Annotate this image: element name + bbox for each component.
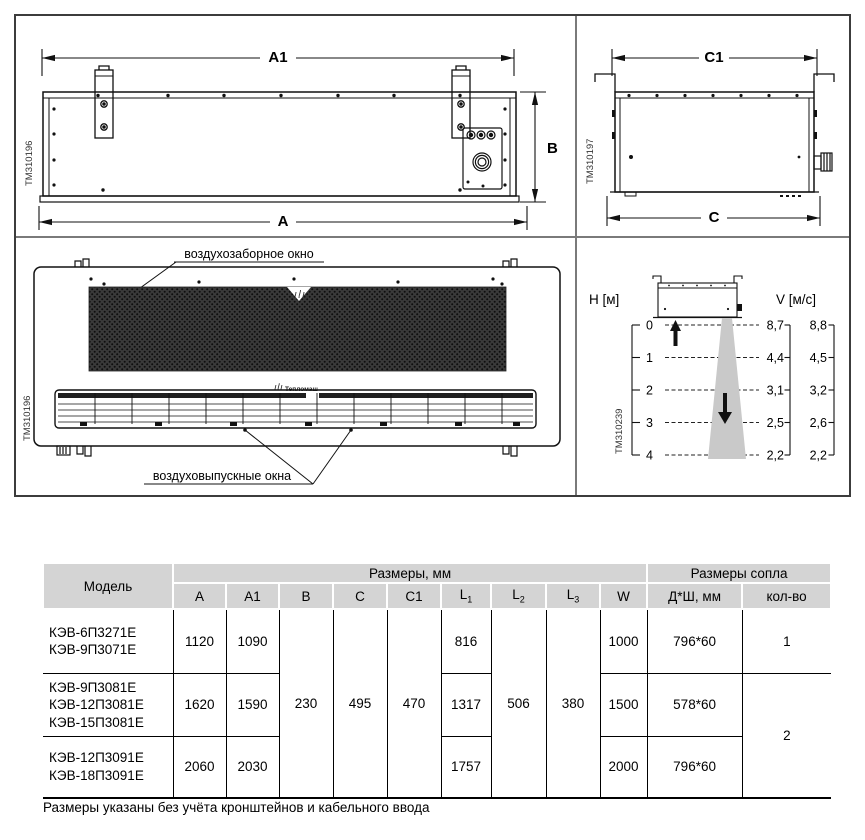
height-tick: 4 [646, 448, 653, 463]
dim-cell-l3: 380 [546, 609, 600, 798]
dim-cell-l1: 1757 [441, 737, 491, 798]
velocity-value-1: 4,4 [766, 351, 784, 365]
velocity-bracket-1 [785, 325, 791, 455]
dim-cell-w: 2000 [600, 737, 647, 798]
model-cell: КЭВ-6П3271Е КЭВ-9П3071Е [43, 609, 173, 673]
front-screw-dots [89, 277, 503, 285]
nozzle-cell: 578*60 [647, 673, 742, 737]
col-header-model: Модель [43, 563, 173, 609]
unit-body [40, 92, 519, 202]
airflow-cone [708, 318, 746, 459]
velocity-value-1: 3,1 [766, 383, 784, 398]
v-axis-label: V [м/с] [776, 292, 817, 307]
air-outlet-grille [55, 390, 536, 428]
side-edge-tabs [612, 110, 817, 139]
dim-cell-l1: 816 [441, 609, 491, 673]
h-axis-label: H [м] [589, 292, 620, 307]
mounting-bracket-left [95, 66, 113, 138]
dim-cell-a1: 1590 [226, 673, 279, 737]
bottom-hooks [57, 446, 517, 456]
drawing-code: TM310197 [585, 138, 596, 184]
round-connector-icon [473, 153, 491, 171]
col-header-a: A [173, 583, 226, 609]
dim-c1-label: C1 [704, 49, 724, 66]
front-view-drawing [16, 238, 575, 493]
velocity-value-2: 8,8 [809, 318, 827, 333]
screw-dots [52, 94, 506, 192]
dim-cell-a1: 1090 [226, 609, 279, 673]
mounting-bracket-right [452, 66, 470, 138]
qty-cell: 2 [742, 673, 831, 798]
nozzle-cell: 796*60 [647, 609, 742, 673]
screw-dots-side [627, 94, 800, 159]
up-arrow-icon [670, 320, 681, 346]
side-view-drawing [577, 16, 849, 236]
dim-a-label: A [277, 213, 289, 230]
col-group-dimensions: Размеры, мм [173, 563, 647, 583]
dim-cell-w: 1000 [600, 609, 647, 673]
bottom-flange [40, 196, 519, 202]
dim-a1-label: A1 [268, 49, 288, 66]
rear-view-panel [16, 16, 577, 238]
col-header-c: C [333, 583, 387, 609]
velocity-value-2: 2,6 [809, 416, 827, 430]
col-header-l1: $L_1$ [441, 583, 491, 609]
dim-cell-w: 1500 [600, 673, 647, 737]
height-scale-bracket [632, 325, 640, 455]
velocity-value-2: 2,2 [809, 448, 827, 463]
airflow-diagram [577, 238, 849, 493]
nozzle-cell: 796*60 [647, 737, 742, 798]
intake-annotation: воздухозаборное окно [184, 247, 314, 261]
col-header-c1: C1 [387, 583, 441, 609]
velocity-value-1: 2,2 [766, 448, 784, 463]
rear-view-drawing [16, 16, 575, 236]
outlet-leader-dot [349, 428, 353, 432]
height-tick: 0 [646, 318, 653, 333]
model-cell: КЭВ-9П3081Е КЭВ-12П3081Е КЭВ-15П3081Е [43, 673, 173, 737]
outlet-leader-dot [243, 428, 247, 432]
col-group-nozzle: Размеры сопла [647, 563, 831, 583]
dim-cell-a1: 2030 [226, 737, 279, 798]
height-tick: 1 [646, 351, 653, 365]
velocity-value-2: 3,2 [809, 383, 827, 398]
mini-unit [653, 276, 742, 318]
col-header-l2: $L_2$ [491, 583, 546, 609]
height-tick: 2 [646, 383, 653, 398]
col-header-b: B [279, 583, 333, 609]
dim-cell-b: 230 [279, 609, 333, 798]
col-header-w: W [600, 583, 647, 609]
logo-flame-icon [275, 383, 282, 390]
dim-cell-a: 2060 [173, 737, 226, 798]
col-header-nozzle-size: Д*Ш, мм [647, 583, 742, 609]
dim-cell-c1: 470 [387, 609, 441, 798]
dim-cell-l2: 506 [491, 609, 546, 798]
drawing-code: TM310196 [22, 395, 33, 441]
outlet-annotation: воздуховыпускные окна [152, 469, 292, 483]
velocity-bracket-2 [829, 325, 835, 455]
dim-cell-c: 495 [333, 609, 387, 798]
front-view-panel [16, 238, 577, 495]
dim-c-label: C [708, 209, 720, 226]
velocity-value-2: 4,5 [809, 351, 827, 365]
col-header-a1: A1 [226, 583, 279, 609]
velocity-value-1: 2,5 [766, 416, 784, 430]
drawings-frame [14, 14, 851, 497]
electrical-box [463, 128, 502, 189]
dim-cell-a: 1120 [173, 609, 226, 673]
side-view-panel [577, 16, 849, 238]
logo-text: Тепломаш [285, 386, 318, 393]
hanger-hooks [595, 74, 834, 92]
dim-b [520, 92, 546, 202]
air-intake-mesh [89, 287, 506, 371]
table-row [43, 609, 831, 673]
dimensions-table [42, 562, 832, 799]
velocity-value-1: 8,7 [766, 318, 784, 333]
dim-b-label: B [547, 140, 558, 157]
height-tick: 3 [646, 416, 653, 430]
model-cell: КЭВ-12П3091Е КЭВ-18П3091Е [43, 737, 173, 798]
col-header-l3: $L_3$ [546, 583, 600, 609]
qty-cell: 1 [742, 609, 831, 673]
cable-gland-icon [814, 153, 832, 171]
airflow-diagram-panel [577, 238, 849, 495]
drawing-code: TM310239 [614, 408, 625, 454]
brand-logo [275, 383, 318, 393]
unit-body-side [610, 92, 819, 196]
footnote: Размеры указаны без учёта кронштейнов и кабельного ввода [43, 800, 430, 815]
dim-cell-l1: 1317 [441, 673, 491, 737]
bottom-connector-icon [57, 446, 70, 455]
col-header-qty: кол-во [742, 583, 831, 609]
drawing-code: TM310196 [24, 140, 35, 186]
dim-cell-a: 1620 [173, 673, 226, 737]
